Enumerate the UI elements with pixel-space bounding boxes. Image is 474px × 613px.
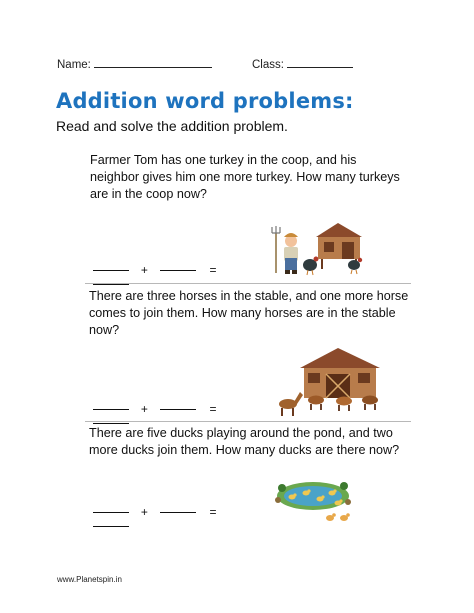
problem-2-question: There are three horses in the stable, and one more horse comes to join them. How many horses are in the stable now? (89, 289, 409, 337)
problem-divider (85, 421, 411, 422)
equals-sign: = (209, 505, 217, 519)
pond-icon (275, 482, 351, 510)
answer-blank[interactable] (93, 512, 129, 513)
equals-sign: = (209, 402, 217, 416)
turkey-icon (303, 257, 319, 276)
answer-blank[interactable] (93, 270, 129, 271)
duck-icon (326, 513, 336, 521)
problem-1-question: Farmer Tom has one turkey in the coop, and his neighbor gives him one more turkey. How many turkeys are in the coop now? (90, 153, 400, 201)
problem-1-equation (93, 263, 263, 291)
class-field (252, 56, 353, 71)
turkey-icon (348, 258, 362, 274)
name-blank[interactable] (94, 56, 212, 68)
plus-sign: + (140, 263, 148, 277)
farmer-icon (272, 226, 298, 274)
plus-sign: + (140, 505, 148, 519)
problem-divider (85, 283, 411, 284)
answer-blank[interactable] (93, 284, 129, 285)
instruction-text: Read and solve the addition problem. (56, 118, 288, 134)
problem-3-question: There are five ducks playing around the pond, and two more ducks join them. How many ducks are there now? (89, 426, 400, 457)
duck-pond-illustration (268, 474, 358, 524)
horse-icon (279, 392, 303, 416)
answer-blank[interactable] (93, 409, 129, 410)
problem-3-equation (93, 505, 263, 533)
class-blank[interactable] (287, 56, 353, 68)
farmer-turkey-coop-illustration (270, 213, 370, 278)
horse-icon (362, 396, 378, 411)
horse-icon (308, 396, 324, 411)
stable-icon (300, 348, 380, 398)
answer-blank[interactable] (93, 526, 129, 527)
answer-blank[interactable] (160, 270, 196, 271)
equals-sign: = (209, 263, 217, 277)
footer-website[interactable]: www.Planetspin.in (57, 575, 122, 584)
answer-blank[interactable] (160, 512, 196, 513)
name-label: Name: (57, 59, 91, 71)
class-label: Class: (252, 59, 284, 71)
plus-sign: + (140, 402, 148, 416)
duck-icon (340, 513, 350, 521)
horse-stable-illustration (272, 344, 387, 419)
name-field (57, 56, 212, 71)
horse-icon (336, 397, 352, 412)
answer-blank[interactable] (160, 409, 196, 410)
worksheet-title: Addition word problems: (56, 89, 354, 113)
